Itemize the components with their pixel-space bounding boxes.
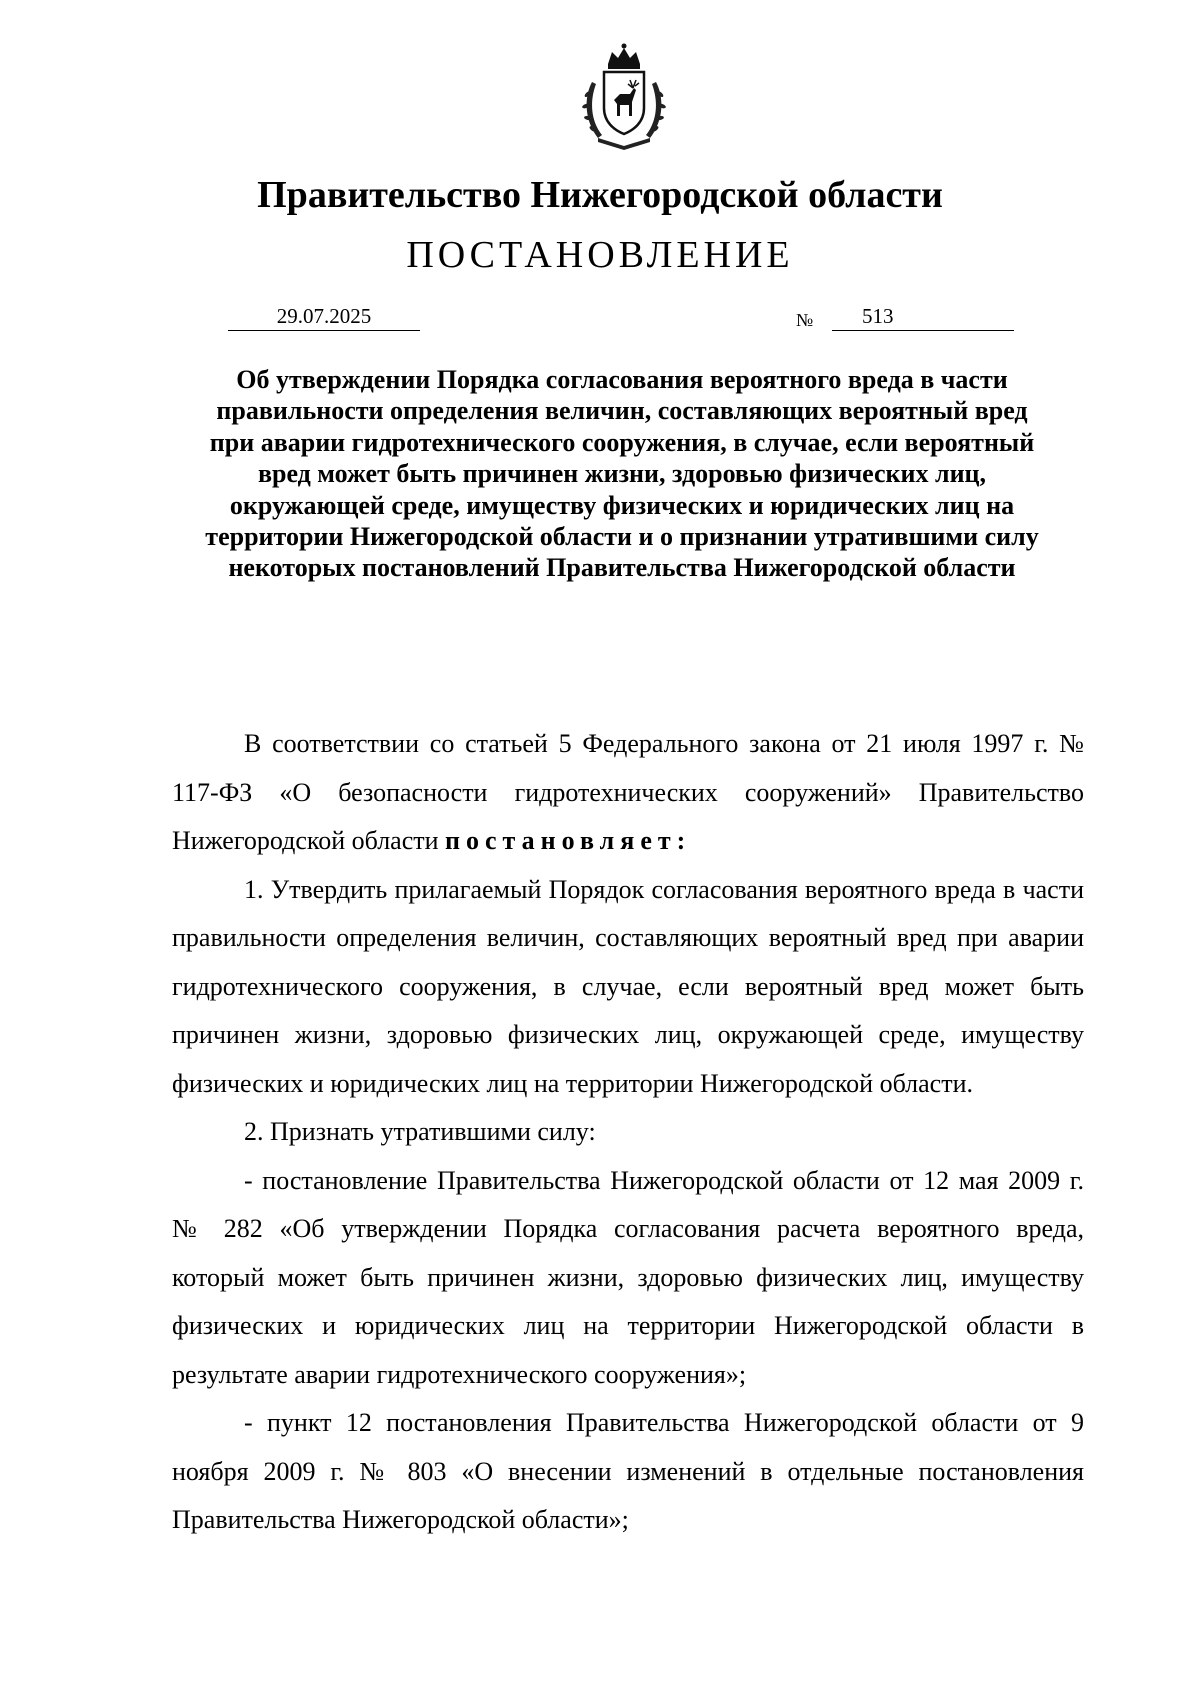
document-type: ПОСТАНОВЛЕНИЕ	[406, 234, 794, 276]
item-2-paragraph: 2. Признать утратившими силу:	[244, 1117, 596, 1146]
document-body	[172, 720, 1084, 1545]
preamble-text: В соответствии со статьей 5 Федерального закона от 21 июля 1997 г. № 117-ФЗ «О безопасности гидротехнических сооружений» Правительство Нижегородской области	[172, 729, 1084, 855]
document-date	[228, 302, 420, 331]
document-number-value: 513	[862, 304, 894, 328]
preamble-paragraph	[172, 720, 1084, 866]
crown-icon	[608, 44, 640, 70]
document-date-value: 29.07.2025	[276, 304, 372, 328]
government-title: Правительство Нижегородской области	[257, 174, 943, 216]
document-number	[832, 302, 1014, 331]
document-subject: Об утверждении Порядка согласования вероятного вреда в части правильности определения величин, составляющих вероятный вред при аварии гидротехнического сооружения, в случае, если вероятный вред может быть причинен жизни, здоровью физических лиц, окружающей среде, имуществу физических и юридических лиц на территории Нижегородской области и о признании утратившими силу некоторых постановлений Правительства Нижегородской области	[205, 365, 1039, 583]
coat-of-arms-emblem	[578, 42, 670, 154]
item-2-sub-2-paragraph: - пункт 12 постановления Правительства Нижегородской области от 9 ноября 2009 г. № 803 «О внесении изменений в отдельные постановления Правительства Нижегородской области»;	[172, 1408, 1084, 1534]
item-1-paragraph: 1. Утвердить прилагаемый Порядок согласования вероятного вреда в части правильности определения величин, составляющих вероятный вред при аварии гидротехнического сооружения, в случае, если вероятный вред может быть причинен жизни, здоровью физических лиц, окружающей среде, имуществу физических и юридических лиц на территории Нижегородской области.	[172, 874, 1084, 1098]
decree-verb: постановляет:	[445, 826, 692, 855]
item-2-sub-1-paragraph: - постановление Правительства Нижегородской области от 12 мая 2009 г. № 282 «Об утверждении Порядка согласования расчета вероятного вреда, который может быть причинен жизни, здоровью физических лиц, имуществу физических и юридических лиц на территории Нижегородской области в результате аварии гидротехнического сооружения»;	[172, 1165, 1084, 1389]
shield-icon	[604, 72, 644, 134]
number-label: №	[796, 310, 814, 330]
